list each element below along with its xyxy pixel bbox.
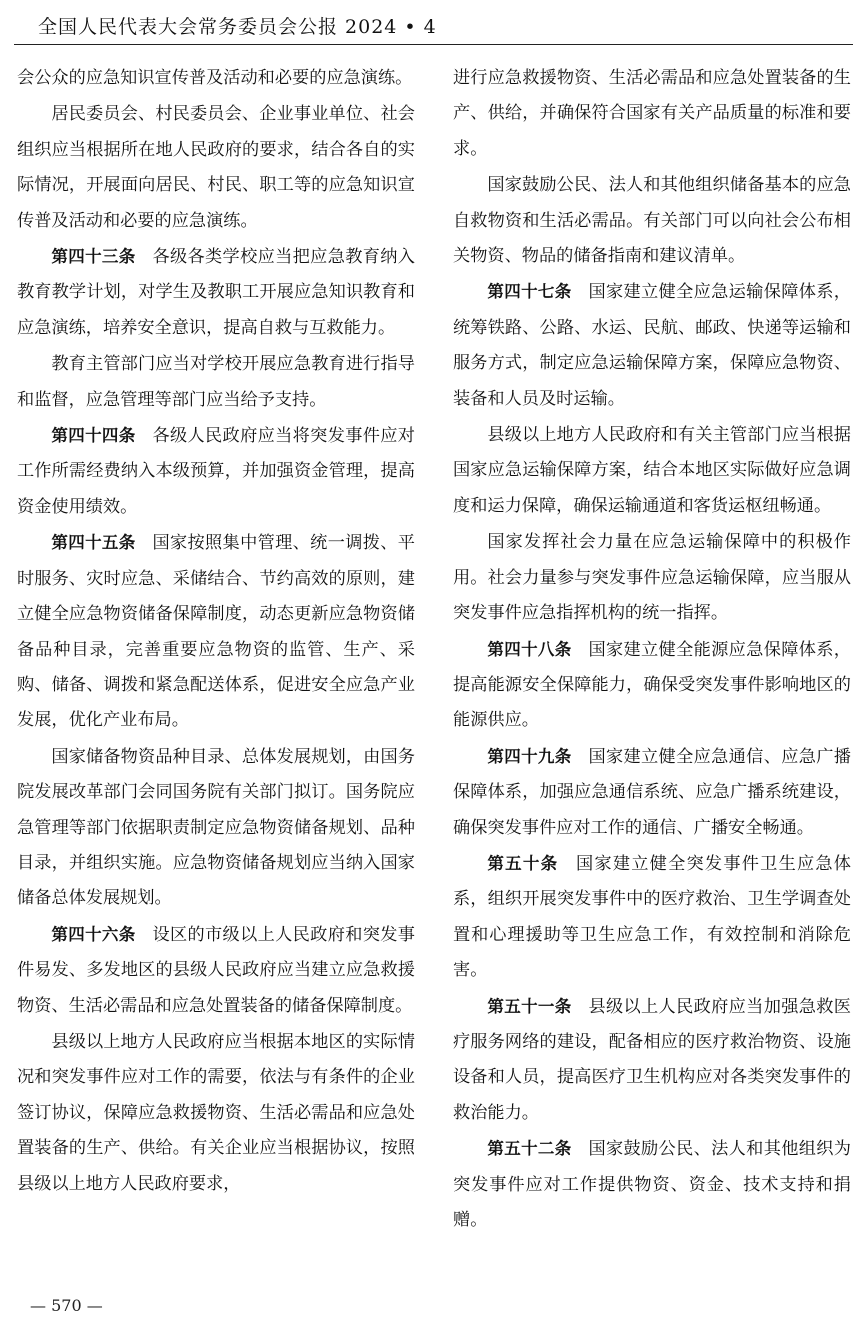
paragraph-text: 国家鼓励公民、法人和其他组织储备基本的应急自救物资和生活必需品。有关部门可以向社会公布相关物资、物品的储备指南和建议清单。 bbox=[453, 175, 851, 267]
paragraph bbox=[453, 989, 851, 1132]
paragraph-text: 各级人民政府应当将突发事件应对工作所需经费纳入本级预算，并加强资金管理，提高资金使用绩效。 bbox=[17, 426, 415, 517]
paragraph-text: 县级以上地方人民政府应当根据本地区的实际情况和突发事件应对工作的需要，依法与有条件的企业签订协议，保障应急救援物资、生活必需品和应急处置装备的生产、供给。有关企业应当根据协议，按照县级以上地方人民政府要求， bbox=[17, 1031, 415, 1194]
article-number: 第五十二条 bbox=[487, 1139, 589, 1159]
right-column bbox=[453, 60, 851, 1238]
paragraph bbox=[453, 632, 851, 739]
paragraph-text: 国家鼓励公民、法人和其他组织为突发事件应对工作提供物资、资金、技术支持和捐赠。 bbox=[453, 1139, 851, 1230]
paragraph-text: 会公众的应急知识宣传普及活动和必要的应急演练。 bbox=[17, 68, 413, 88]
paragraph bbox=[453, 524, 851, 631]
paragraph-text: 各级各类学校应当把应急教育纳入教育教学计划，对学生及教职工开展应急知识教育和应急演练，培养安全意识，提高自救与互救能力。 bbox=[17, 247, 415, 338]
article-number: 第四十五条 bbox=[51, 533, 153, 553]
paragraph bbox=[17, 1024, 415, 1202]
paragraph-text: 县级以上人民政府应当加强急救医疗服务网络的建设，配备相应的医疗救治物资、设施设备和人员，提高医疗卫生机构应对各类突发事件的救治能力。 bbox=[453, 996, 851, 1123]
paragraph bbox=[453, 167, 851, 274]
paragraph bbox=[17, 60, 415, 96]
article-number: 第四十九条 bbox=[487, 746, 589, 766]
article-number: 第四十四条 bbox=[51, 426, 153, 446]
paragraph-text: 居民委员会、村民委员会、企业事业单位、社会组织应当根据所在地人民政府的要求，结合各自的实际情况，开展面向居民、村民、职工等的应急知识宣传普及活动和必要的应急演练。 bbox=[17, 104, 415, 231]
article-number: 第四十三条 bbox=[51, 247, 153, 267]
page-header bbox=[0, 0, 867, 46]
paragraph-text: 国家建立健全突发事件卫生应急体系，组织开展突发事件中的医疗救治、卫生学调查处置和心理援助等卫生应急工作，有效控制和消除危害。 bbox=[453, 853, 851, 981]
paragraph-text: 国家建立健全能源应急保障体系，提高能源安全保障能力，确保受突发事件影响地区的能源供应。 bbox=[453, 639, 851, 731]
paragraph bbox=[17, 739, 415, 917]
article-number: 第五十一条 bbox=[487, 996, 589, 1016]
paragraph bbox=[453, 60, 851, 167]
paragraph-text: 国家建立健全应急运输保障体系，统筹铁路、公路、水运、民航、邮政、快递等运输和服务方式，制定应急运输保障方案，保障应急物资、装备和人员及时运输。 bbox=[453, 282, 851, 409]
paragraph bbox=[17, 418, 415, 525]
paragraph bbox=[17, 917, 415, 1024]
paragraph bbox=[453, 1131, 851, 1238]
gazette-title: 全国人民代表大会常务委员会公报 2024 • 4 bbox=[38, 16, 437, 38]
article-number: 第四十六条 bbox=[51, 924, 153, 944]
paragraph-text: 教育主管部门应当对学校开展应急教育进行指导和监督，应急管理等部门应当给予支持。 bbox=[17, 354, 415, 410]
left-column bbox=[17, 60, 415, 1202]
article-number: 第五十条 bbox=[487, 853, 577, 873]
paragraph-text: 国家发挥社会力量在应急运输保障中的积极作用。社会力量参与突发事件应急运输保障，应当服从突发事件应急指挥机构的统一指挥。 bbox=[453, 532, 851, 624]
paragraph bbox=[453, 274, 851, 417]
paragraph-text: 设区的市级以上人民政府和突发事件易发、多发地区的县级人民政府应当建立应急救援物资、生活必需品和应急处置装备的储备保障制度。 bbox=[17, 924, 415, 1016]
paragraph bbox=[17, 239, 415, 346]
article-number: 第四十七条 bbox=[487, 282, 589, 302]
article-number: 第四十八条 bbox=[487, 639, 589, 659]
paragraph bbox=[453, 417, 851, 524]
paragraph bbox=[17, 525, 415, 738]
header-rule bbox=[14, 44, 853, 45]
paragraph-text: 县级以上地方人民政府和有关主管部门应当根据国家应急运输保障方案，结合本地区实际做好应急调度和运力保障，确保运输通道和客货运枢纽畅通。 bbox=[453, 425, 851, 516]
paragraph bbox=[17, 96, 415, 239]
paragraph bbox=[17, 346, 415, 418]
paragraph-text: 进行应急救援物资、生活必需品和应急处置装备的生产、供给，并确保符合国家有关产品质量的标准和要求。 bbox=[453, 68, 851, 159]
paragraph-text: 国家按照集中管理、统一调拨、平时服务、灾时应急、采储结合、节约高效的原则，建立健全应急物资储备保障制度，动态更新应急物资储备品种目录，完善重要应急物资的监管、生产、采购、储备、调拨和紧急配送体系，促进安全应急产业发展，优化产业布局。 bbox=[17, 533, 415, 731]
page-number: — 570 — bbox=[30, 1296, 103, 1315]
paragraph bbox=[453, 846, 851, 989]
paragraph-text: 国家储备物资品种目录、总体发展规划，由国务院发展改革部门会同国务院有关部门拟订。国务院应急管理等部门依据职责制定应急物资储备规划、品种目录，并组织实施。应急物资储备规划应当纳入国家储备总体发展规划。 bbox=[17, 746, 415, 909]
paragraph bbox=[453, 739, 851, 846]
paragraph-text: 国家建立健全应急通信、应急广播保障体系，加强应急通信系统、应急广播系统建设，确保突发事件应对工作的通信、广播安全畅通。 bbox=[453, 746, 851, 838]
